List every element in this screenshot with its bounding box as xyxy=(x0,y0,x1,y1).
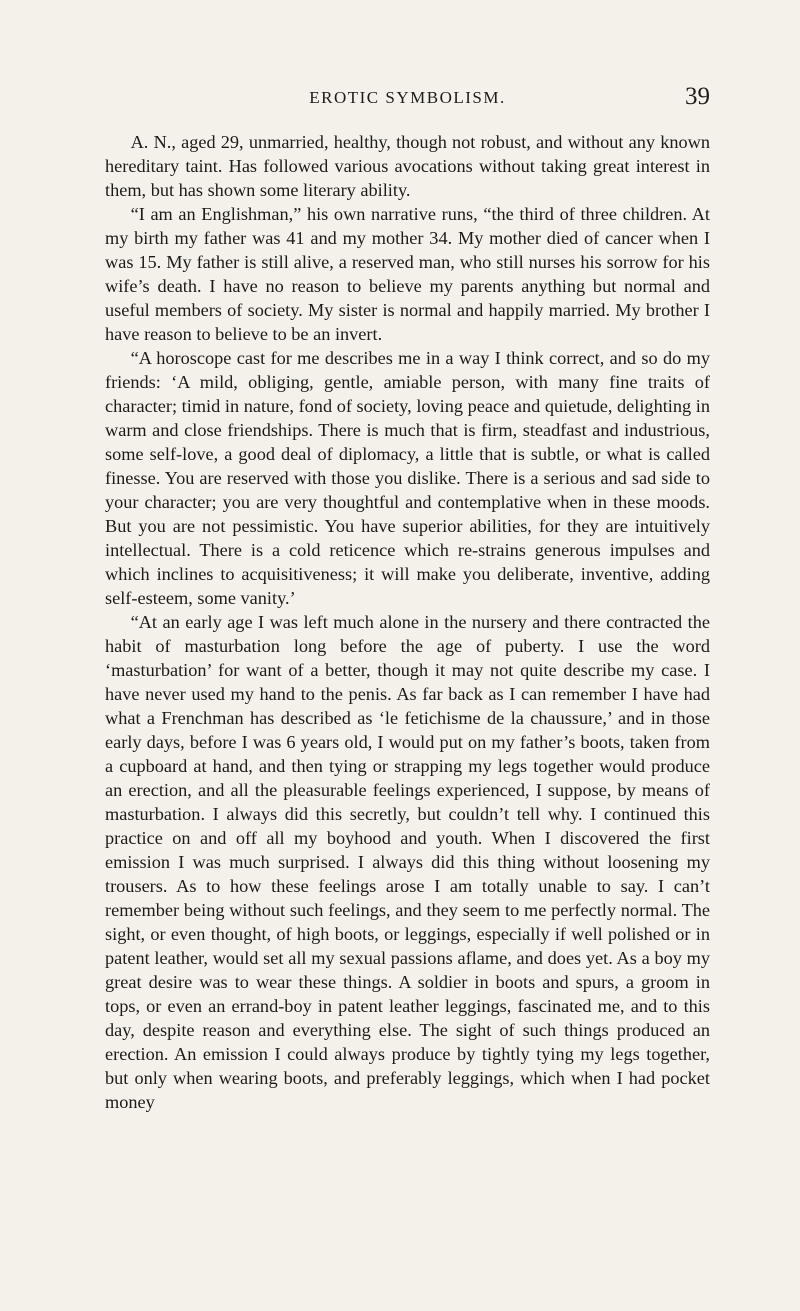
paragraph-2: “I am an Englishman,” his own narrative runs, “the third of three children. At my birth my father was 41 and my mother 34. My mother died of cancer when I was 15. My father is still alive, a reserved man, who still nurses his sorrow for his wife’s death. I have no reason to believe my parents anything but normal and useful members of society. My sister is normal and happily married. My brother I have reason to believe to be an invert. xyxy=(105,204,710,344)
page-body xyxy=(105,130,710,1114)
paragraph-1: A. N., aged 29, unmarried, healthy, though not robust, and without any known hereditary taint. Has followed various avocations without taking great interest in them, but has shown some literary ability. xyxy=(105,132,710,200)
running-title: EROTIC SYMBOLISM. xyxy=(309,88,506,107)
paragraph-4: “At an early age I was left much alone in the nursery and there contracted the habit of masturbation long before the age of puberty. I use the word ‘masturbation’ for want of a better, though it may not quite describe my case. I have never used my hand to the penis. As far back as I can remember I have had what a Frenchman has described as ‘le fetichisme de la chaussure,’ and in those early days, before I was 6 years old, I would put on my father’s boots, taken from a cupboard at hand, and then tying or strapping my legs together would produce an erection, and all the pleasurable feelings experienced, I suppose, by means of masturbation. I always did this secretly, but couldn’t tell why. I continued this practice on and off all my boyhood and youth. When I discovered the first emission I was much surprised. I always did this thing without loosening my trousers. As to how these feelings arose I am totally unable to say. I can’t remember being without such feelings, and they seem to me perfectly normal. The sight, or even thought, of high boots, or leggings, especially if well polished or in patent leather, would set all my sexual passions aflame, and does yet. As a boy my great desire was to wear these things. A soldier in boots and spurs, a groom in tops, or even an errand-boy in patent leather leggings, fascinated me, and to this day, despite reason and everything else. The sight of such things produced an erection. An emission I could always produce by tightly tying my legs together, but only when wearing boots, and preferably leggings, which when I had pocket money xyxy=(105,612,710,1112)
page-number: 39 xyxy=(685,83,710,110)
paragraph-3: “A horoscope cast for me describes me in a way I think correct, and so do my friends: ‘A mild, obliging, gentle, amiable person, with many fine traits of character; timid in nature, fond of society, loving peace and quietude, delighting in warm and close friendships. There is much that is firm, steadfast and industrious, some self-love, a good deal of diplomacy, a little that is subtle, or what is called finesse. You are reserved with those you dislike. There is a serious and sad side to your character; you are very thoughtful and contemplative when in these moods. But you are not pessimistic. You have superior abilities, for they are intuitively intellectual. There is a cold reticence which re-strains generous impulses and which inclines to acquisitiveness; it will make you deliberate, inventive, adding self-esteem, some vanity.’ xyxy=(105,348,710,608)
running-head xyxy=(105,83,710,112)
